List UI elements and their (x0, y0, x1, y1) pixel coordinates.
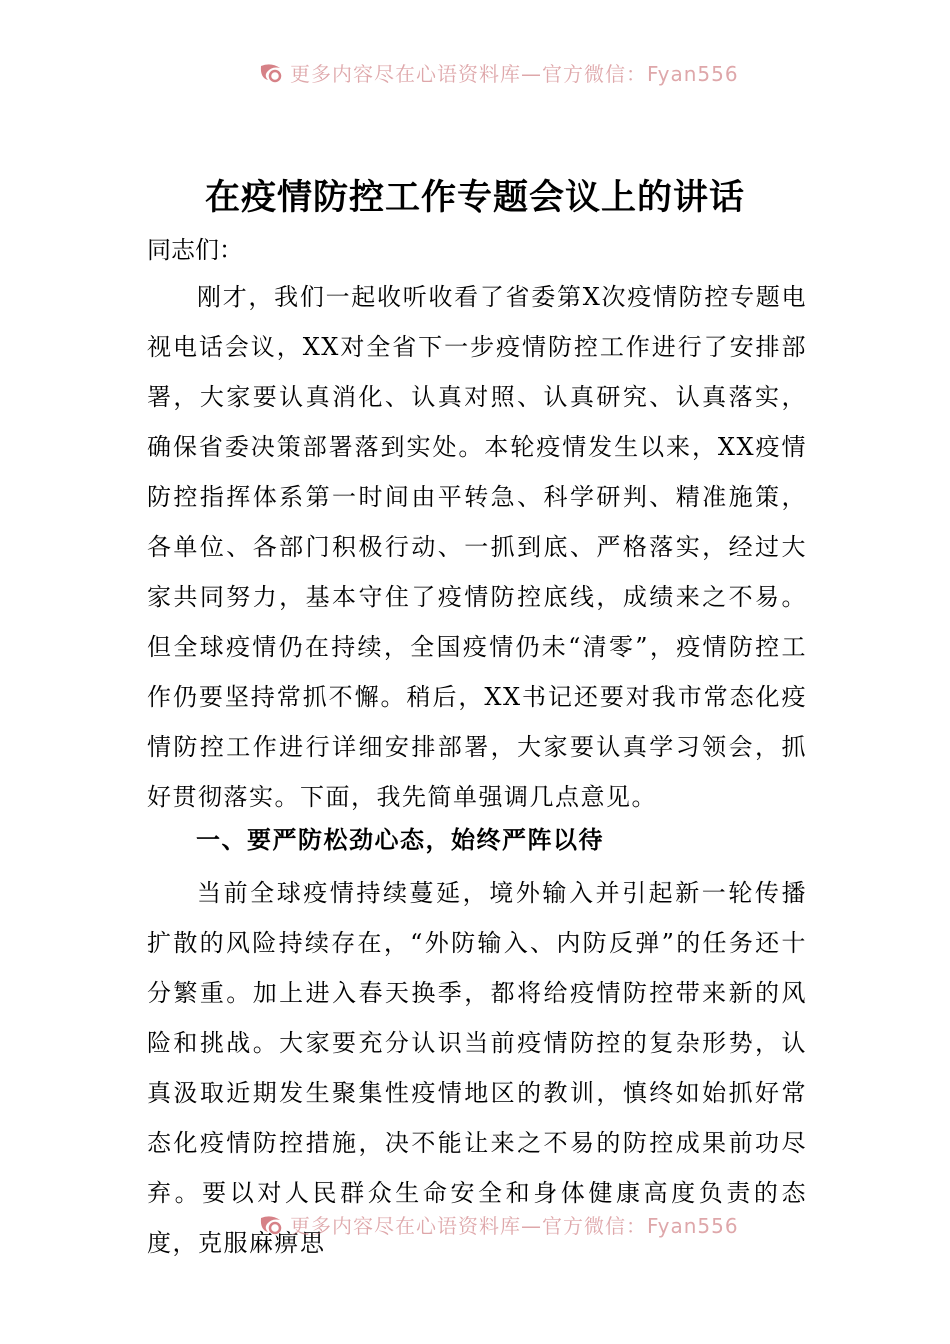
paragraph-section-1-text: 当前全球疫情持续蔓延，境外输入并引起新一轮传播扩散的风险持续存在，“外防输入、内防反弹”的任务还十分繁重。加上进入春天换季，都将给疫情防控带来新的风险和挑战。大家要充分认识当前疫情防控的复杂形势，认真汲取近期发生聚集性疫情地区的教训，慎终如始抓好常态化疫情防控措施，决不能让来之不易的防控成果前功尽弃。要以对人民群众生命安全和身体健康高度负责的态度，克服麻痹思 (147, 879, 807, 1257)
paragraph-intro (147, 272, 807, 822)
paragraph-section-1 (147, 868, 807, 1268)
watermark-text: 更多内容尽在心语资料库—官方微信：Fyan556 (290, 1214, 739, 1238)
brand-logo-icon (258, 1214, 284, 1236)
paragraph-intro-text: 刚才，我们一起收听收看了省委第X次疫情防控专题电视电话会议，XX对全省下一步疫情防控工作进行了安排部署，大家要认真消化、认真对照、认真研究、认真落实，确保省委决策部署落到实处。本轮疫情发生以来，XX疫情防控指挥体系第一时间由平转急、科学研判、精准施策，各单位、各部门积极行动、一抓到底、严格落实，经过大家共同努力，基本守住了疫情防控底线，成绩来之不易。但全球疫情仍在持续，全国疫情仍未“清零”，疫情防控工作仍要坚持常抓不懈。稍后，XX书记还要对我市常态化疫情防控工作进行详细安排部署，大家要认真学习领会，抓好贯彻落实。下面，我先简单强调几点意见。 (147, 283, 807, 811)
page-title: 在疫情防控工作专题会议上的讲话 (204, 177, 745, 218)
section-heading: 一、要严防松劲心态，始终严阵以待 (196, 826, 604, 854)
watermark-bottom (258, 1210, 758, 1238)
watermark-top (258, 58, 758, 86)
brand-logo-icon (258, 62, 284, 84)
salutation: 同志们： (147, 236, 243, 264)
watermark-text: 更多内容尽在心语资料库—官方微信：Fyan556 (290, 62, 739, 86)
